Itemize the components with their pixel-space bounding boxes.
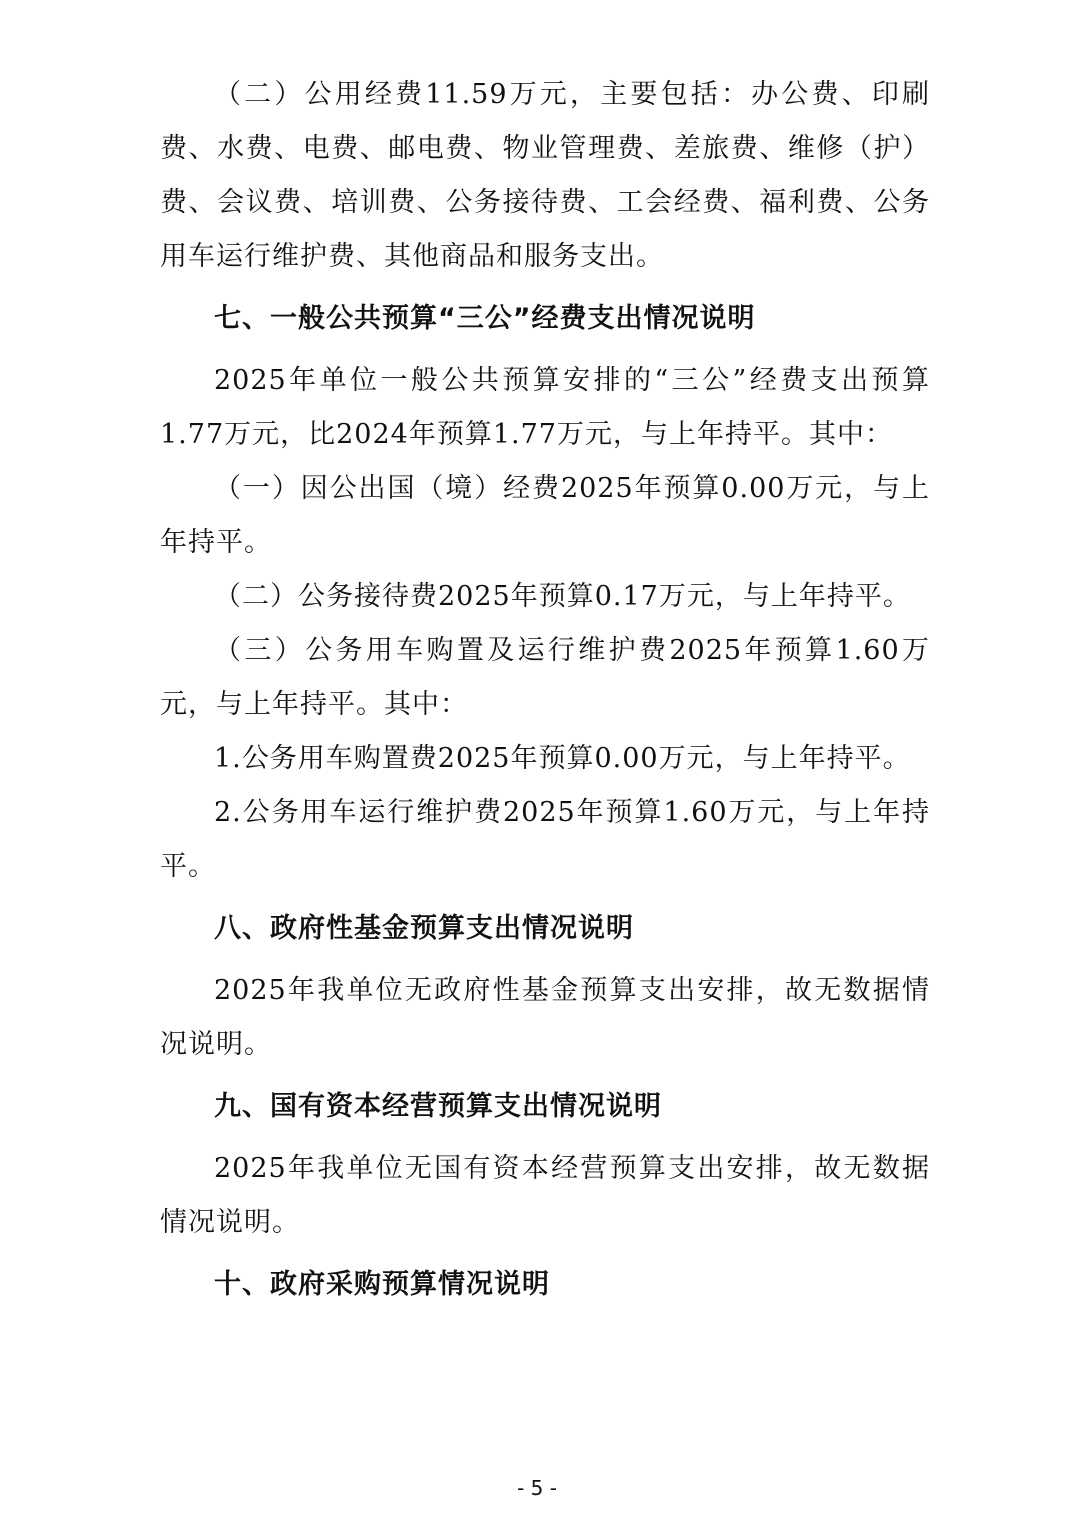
- heading-section-7: 七、一般公共预算“三公”经费支出情况说明: [214, 303, 756, 334]
- paragraph-public-expenses: （二）公用经费11.59万元，主要包括：办公费、印刷费、水费、电费、邮电费、物业管理费、差旅费、维修（护）费、会议费、培训费、公务接待费、工会经费、福利费、公务用车运行维护费、其他商品和服务支出。: [160, 79, 930, 272]
- paragraph-vehicle-operation: 2.公务用车运行维护费2025年预算1.60万元，与上年持平。: [160, 797, 930, 882]
- paragraph-vehicle-purchase: 1.公务用车购置费2025年预算0.00万元，与上年持平。: [214, 743, 911, 774]
- document-body: [160, 68, 930, 1320]
- paragraph-government-fund: 2025年我单位无政府性基金预算支出安排，故无数据情况说明。: [160, 975, 930, 1060]
- paragraph-overseas-travel: （一）因公出国（境）经费2025年预算0.00万元，与上年持平。: [160, 473, 930, 558]
- heading-section-9: 九、国有资本经营预算支出情况说明: [214, 1091, 662, 1122]
- heading-section-8: 八、政府性基金预算支出情况说明: [214, 913, 634, 944]
- paragraph-reception: （二）公务接待费2025年预算0.17万元，与上年持平。: [214, 581, 911, 612]
- paragraph-vehicle-total: （三）公务用车购置及运行维护费2025年预算1.60万元，与上年持平。其中：: [160, 635, 930, 720]
- heading-section-10: 十、政府采购预算情况说明: [214, 1269, 550, 1300]
- paragraph-state-capital: 2025年我单位无国有资本经营预算支出安排，故无数据情况说明。: [160, 1153, 930, 1238]
- paragraph-three-public-total: 2025年单位一般公共预算安排的“三公”经费支出预算1.77万元，比2024年预算1.77万元，与上年持平。其中：: [160, 365, 930, 450]
- page-number: - 5 -: [517, 1476, 557, 1500]
